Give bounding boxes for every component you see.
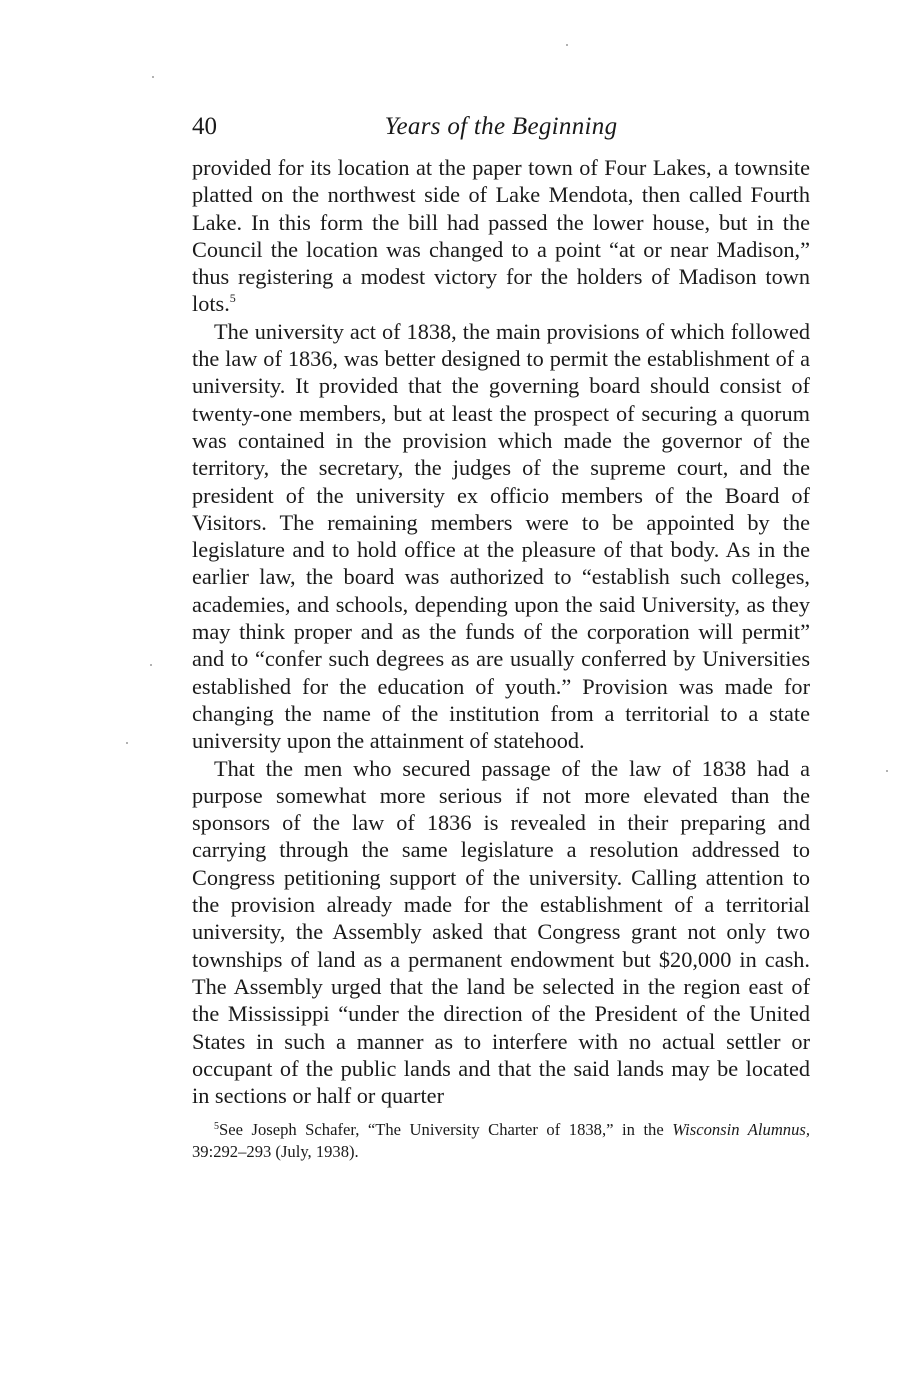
paragraph-3: That the men who secured passage of the law of 1838 had a purpose somewhat more serious if not more elevated than the sponsors of the law of 1836 is revealed in their preparing and carrying through the same legislature a resolution addressed to Congress petitioning support of the university. Calling attention to the provision already made for the establishment of a territorial university, the Assembly asked that Congress grant not only two townships of land as a permanent endowment but $20,000 in cash. The Assembly urged that the land be selected in the region east of the Mississippi “under the direction of the President of the United States in such a manner as to interfere with no actual settler or occupant of the public lands and that the said lands may be located in sections or half or quarter: [192, 755, 810, 1109]
scan-speck: [150, 664, 152, 666]
page-header: [192, 110, 810, 150]
footnote-reference: 5: [229, 291, 236, 306]
footnote-lead: See Joseph Schafer, “The University Charter of 1838,” in the: [219, 1120, 673, 1140]
scan-speck: [886, 770, 888, 772]
scan-speck: [126, 742, 128, 744]
paragraph-1-text: provided for its location at the paper town of Four Lakes, a townsite platted on the northwest side of Lake Mendota, then called Fourth Lake. In this form the bill had passed the lower house, but in the Council the location was changed to a point “at or near Madison,” thus registering a modest victory for the holders of Madison town lots.: [192, 155, 810, 317]
page-number: 40: [192, 113, 217, 140]
footnote-tail: 39:292–293 (July, 1938).: [192, 1142, 359, 1162]
scan-speck: [566, 44, 568, 46]
paragraph-2: The university act of 1838, the main provisions of which followed the law of 1836, was better designed to permit the establishment of a university. It provided that the governing board should consist of twenty-one members, but at least the prospect of securing a quorum was contained in the provision which made the governor of the territory, the secretary, the judges of the supreme court, and the president of the university ex officio members of the Board of Visitors. The remaining members were to be appointed by the legislature and to hold office at the pleasure of that body. As in the earlier law, the board was authorized to “establish such colleges, academies, and schools, depending upon the said University, as they may think proper and as the funds of the corporation will permit” and to “confer such degrees as are usually conferred by Universities established for the education of youth.” Provision was made for changing the name of the institution from a territorial to a state university upon the attainment of statehood.: [192, 318, 810, 754]
footnote: [192, 1119, 810, 1163]
book-page: [192, 110, 810, 1163]
scan-speck: [152, 76, 154, 78]
body-text: [192, 154, 810, 1109]
footnote-journal: Wisconsin Alumnus,: [672, 1120, 811, 1140]
footnote-mark: 5: [214, 1121, 219, 1133]
paragraph-1: [192, 154, 810, 318]
running-title: Years of the Beginning: [384, 113, 618, 140]
